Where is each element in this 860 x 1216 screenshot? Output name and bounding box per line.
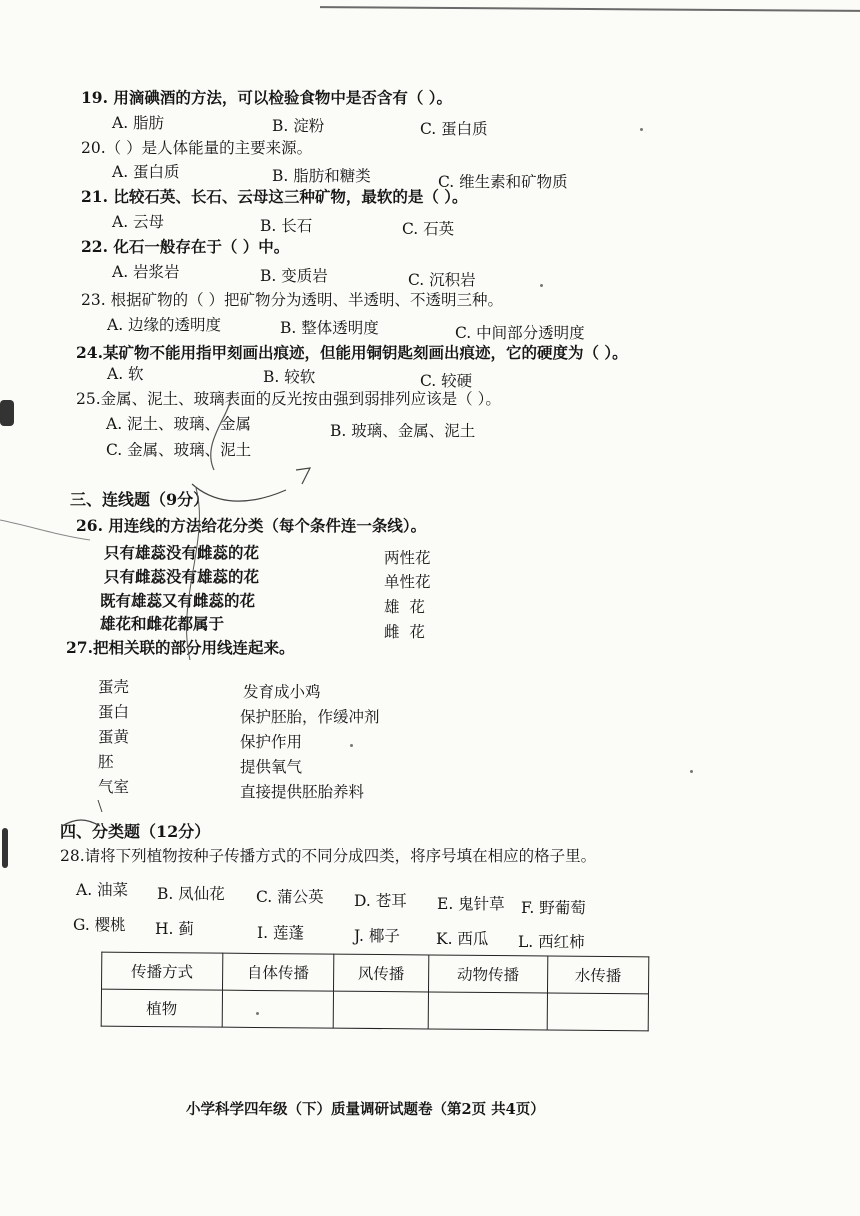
scan-speck bbox=[256, 1012, 259, 1015]
q21-stem: 21. 比较石英、长石、云母这三种矿物，最软的是（ ）。 bbox=[81, 187, 468, 206]
q24-option-c: C. 较硬 bbox=[420, 372, 473, 390]
q28-plant-option: A. 油菜 bbox=[76, 881, 129, 899]
scan-speck bbox=[350, 744, 353, 747]
scan-speck bbox=[690, 770, 693, 773]
q24-option-b: B. 较软 bbox=[263, 368, 316, 386]
q22-stem: 22. 化石一般存在于（ ）中。 bbox=[81, 237, 290, 256]
scan-speck bbox=[540, 284, 543, 287]
q19-option-a: A. 脂肪 bbox=[112, 114, 165, 132]
q25-option-c: C. 金属、玻璃、泥土 bbox=[106, 441, 252, 459]
q24-option-a: A. 软 bbox=[107, 365, 144, 383]
q19-stem: 19. 用滴碘酒的方法，可以检验食物中是否含有（ ）。 bbox=[81, 88, 453, 107]
q27-left-item: 胚 bbox=[98, 753, 114, 771]
q20-option-c: C. 维生素和矿物质 bbox=[438, 173, 568, 191]
section-title: 四、分类题（12分） bbox=[60, 822, 211, 841]
q28-plant-option: L. 西红柿 bbox=[518, 933, 585, 951]
q26-right-item: 单性花 bbox=[384, 573, 431, 591]
q26-left-item: 雄花和雌花都属于 bbox=[100, 614, 225, 633]
q25-option-a: A. 泥土、玻璃、金属 bbox=[106, 415, 252, 433]
scan-speck bbox=[640, 128, 643, 131]
table-header-cell: 自体传播 bbox=[222, 953, 333, 991]
page-footer: 小学科学四年级（下）质量调研试题卷（第2页 共4页） bbox=[186, 1101, 545, 1118]
q21-option-a: A. 云母 bbox=[112, 213, 165, 231]
q20-option-b: B. 脂肪和糖类 bbox=[272, 167, 371, 185]
q25-stem: 25.金属、泥土、玻璃表面的反光按由强到弱排列应该是（ ）。 bbox=[76, 390, 501, 408]
q21-option-c: C. 石英 bbox=[402, 220, 455, 238]
q28-plant-option: I. 莲蓬 bbox=[257, 924, 304, 942]
q28-plant-option: H. 蓟 bbox=[155, 920, 194, 938]
table-header-cell: 风传播 bbox=[333, 954, 429, 992]
q19-option-c: C. 蛋白质 bbox=[420, 120, 488, 138]
q27-right-item: 保护胚胎，作缓冲剂 bbox=[240, 708, 380, 726]
section-title: 三、连线题（9分） bbox=[70, 490, 210, 509]
q27-right-item: 发育成小鸡 bbox=[243, 683, 321, 701]
q28-plant-option: C. 蒲公英 bbox=[256, 888, 324, 906]
q26-stem: 26. 用连线的方法给花分类（每个条件连一条线）。 bbox=[76, 516, 427, 535]
q27-stem: 27.把相关联的部分用线连起来。 bbox=[66, 638, 295, 657]
q26-right-item: 雌 花 bbox=[384, 623, 425, 641]
q21-option-b: B. 长石 bbox=[260, 217, 313, 235]
q28-plant-option: E. 鬼针草 bbox=[437, 895, 505, 913]
q24-stem: 24.某矿物不能用指甲刻画出痕迹，但能用铜钥匙刻画出痕迹，它的硬度为（ ）。 bbox=[76, 343, 628, 362]
q28-plant-option: J. 椰子 bbox=[354, 927, 400, 945]
table-header-cell: 传播方式 bbox=[102, 952, 223, 990]
q28-plant-option: F. 野葡萄 bbox=[521, 899, 586, 917]
q23-option-c: C. 中间部分透明度 bbox=[455, 324, 585, 342]
table-header-cell: 动物传播 bbox=[428, 955, 547, 993]
q27-left-item: 蛋壳 bbox=[98, 678, 130, 696]
q26-right-item: 两性花 bbox=[384, 549, 431, 567]
table-header-cell: 水传播 bbox=[547, 956, 649, 994]
q28-plant-option: K. 西瓜 bbox=[436, 930, 489, 948]
q22-option-c: C. 沉积岩 bbox=[408, 271, 476, 289]
q26-left-item: 既有雄蕊又有雌蕊的花 bbox=[100, 591, 256, 610]
q27-left-item: 蛋白 bbox=[98, 703, 130, 721]
q19-option-b: B. 淀粉 bbox=[272, 117, 325, 135]
q28-plant-option: B. 凤仙花 bbox=[157, 885, 225, 903]
q27-left-item: 蛋黄 bbox=[98, 728, 130, 746]
q28-plant-option: D. 苍耳 bbox=[354, 892, 407, 910]
q25-option-b: B. 玻璃、金属、泥土 bbox=[330, 422, 476, 440]
table-row-label: 植物 bbox=[101, 989, 222, 1027]
q27-left-item: 气室 bbox=[98, 778, 130, 796]
q27-right-item: 保护作用 bbox=[240, 733, 303, 751]
q26-left-item: 只有雌蕊没有雄蕊的花 bbox=[104, 567, 260, 586]
q20-stem: 20.（ ）是人体能量的主要来源。 bbox=[81, 139, 313, 157]
q27-right-item: 直接提供胚胎养料 bbox=[240, 783, 365, 801]
q23-option-b: B. 整体透明度 bbox=[280, 319, 379, 337]
q28-stem: 28.请将下列植物按种子传播方式的不同分成四类，将序号填在相应的格子里。 bbox=[60, 847, 597, 865]
q27-right-item: 提供氧气 bbox=[240, 758, 303, 776]
q23-stem: 23. 根据矿物的（ ）把矿物分为透明、半透明、不透明三种。 bbox=[81, 291, 504, 309]
q22-option-b: B. 变质岩 bbox=[260, 267, 328, 285]
q23-option-a: A. 边缘的透明度 bbox=[107, 316, 222, 334]
q26-left-item: 只有雄蕊没有雌蕊的花 bbox=[104, 543, 260, 562]
q26-right-item: 雄 花 bbox=[384, 598, 425, 616]
q20-option-a: A. 蛋白质 bbox=[112, 163, 180, 181]
q28-plant-option: G. 樱桃 bbox=[73, 916, 126, 934]
q22-option-a: A. 岩浆岩 bbox=[112, 263, 180, 281]
